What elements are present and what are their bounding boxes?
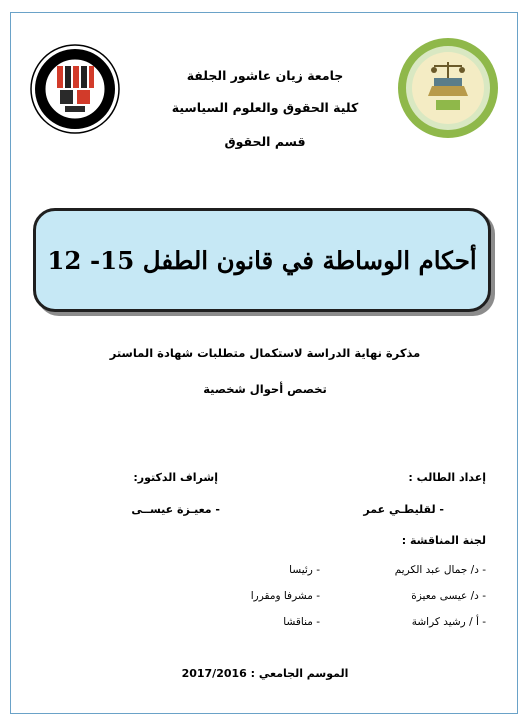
university-name: جامعة زيان عاشور الجلفة	[186, 68, 344, 83]
committee-member-name: - د/ جمال عبد الكريم	[394, 564, 486, 576]
thesis-title: أحكام الوساطة في قانون الطفل 15- 12	[47, 245, 477, 275]
student-label: إعداد الطالب :	[408, 471, 486, 484]
title-box	[33, 208, 491, 312]
committee-member-name: - د/ عيسى معيزة	[411, 590, 486, 602]
committee-label: لجنة المناقشة :	[401, 534, 486, 547]
committee-member-role: - رئيسا	[289, 564, 320, 576]
specialization: تخصص أحوال شخصية	[203, 382, 327, 396]
thesis-description: مذكرة نهاية الدراسة لاستكمال متطلبات شهادة الماستر	[109, 346, 421, 360]
supervisor-label: إشراف الدكتور:	[133, 471, 218, 484]
faculty-name: كلية الحقوق والعلوم السياسية	[171, 100, 359, 115]
committee-member-role: - مناقشا	[283, 616, 320, 628]
academic-year: الموسم الجامعي : 2017/2016	[181, 667, 349, 680]
university-seal-logo	[30, 44, 120, 134]
faculty-emblem-logo	[398, 38, 498, 138]
committee-member-role: - مشرفا ومقررا	[250, 590, 320, 602]
supervisor-name: - معيـزة عيســى	[131, 503, 220, 516]
department-name: قسم الحقوق	[224, 134, 306, 149]
committee-member-name: - أ / رشيد كراشة	[411, 616, 486, 628]
student-name: - لقليطـي عمر	[363, 503, 444, 516]
